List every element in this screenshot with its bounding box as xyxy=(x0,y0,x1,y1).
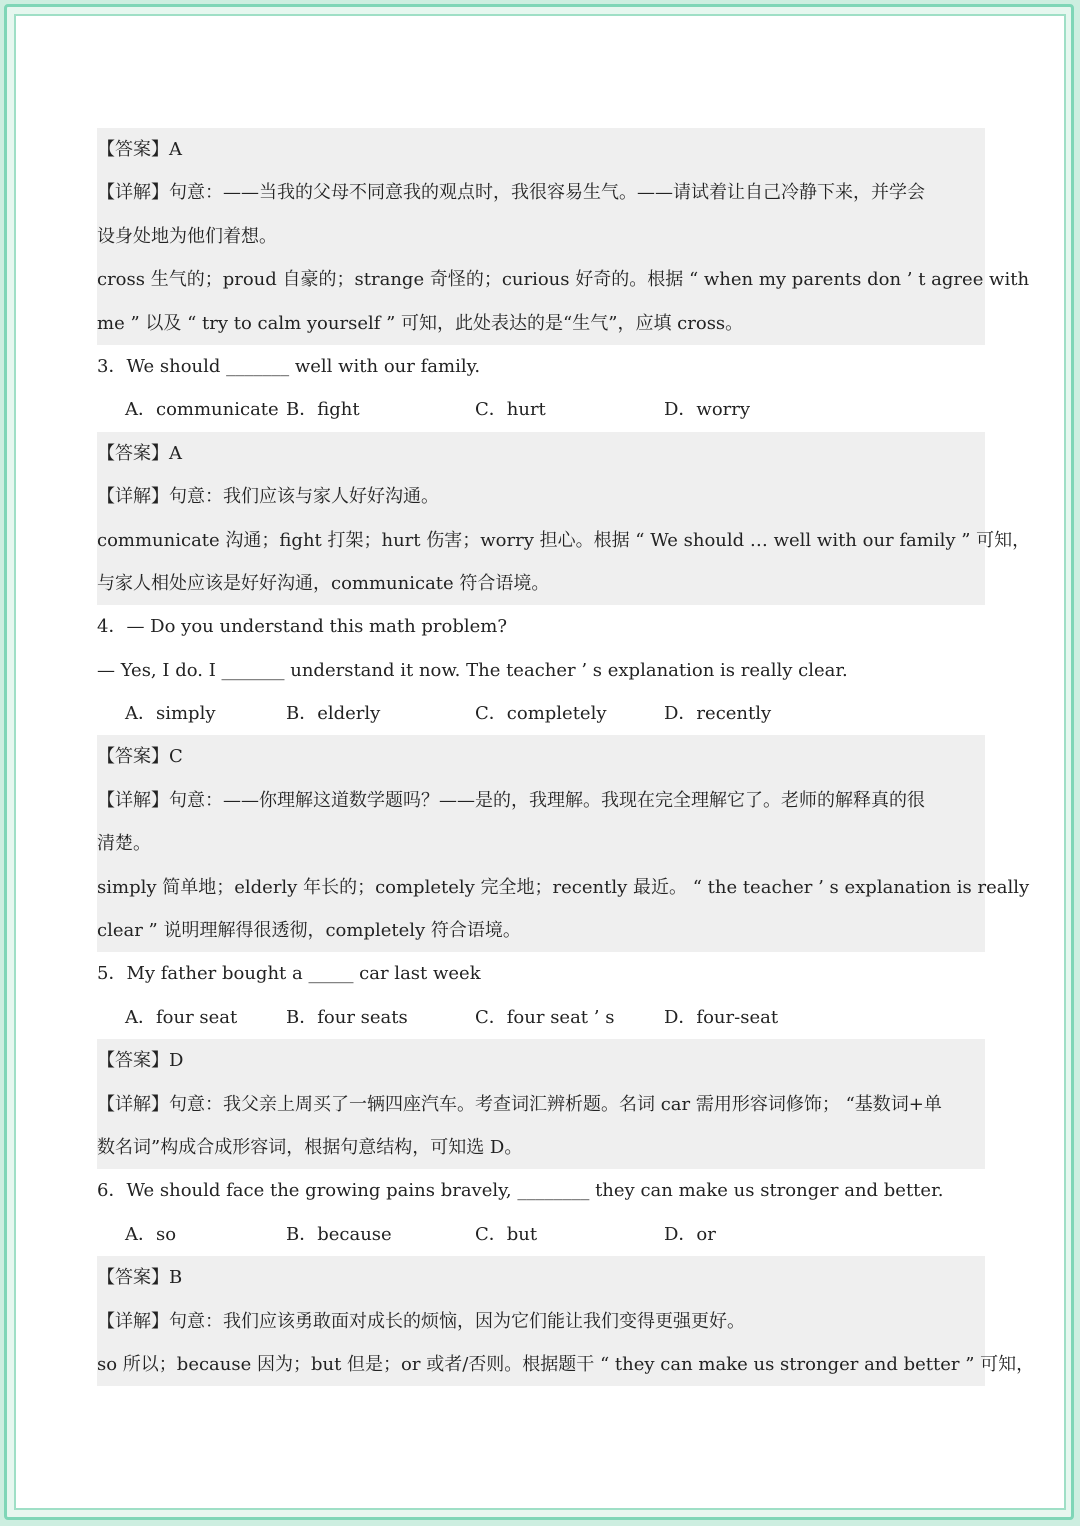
option-a: A．communicate xyxy=(125,399,279,421)
explanation-line: 设身处地为他们着想。 xyxy=(97,225,277,247)
answer-key-line: 【答案】A xyxy=(97,139,182,160)
option-d: D．recently xyxy=(664,703,772,725)
option-c: C．four seat ’ s xyxy=(475,1006,615,1028)
option-d: D．worry xyxy=(664,399,751,421)
explanation-line: 【详解】句意：我们应该与家人好好沟通。 xyxy=(97,486,439,508)
document-content xyxy=(97,128,1035,1386)
option-c: C．completely xyxy=(475,703,607,725)
question-block xyxy=(97,345,985,432)
answer-block xyxy=(97,128,1030,345)
question-block xyxy=(97,605,985,735)
explanation-line: 清楚。 xyxy=(97,833,151,855)
options-row xyxy=(97,692,985,735)
option-a: A．so xyxy=(125,1223,177,1245)
explanation-line: 与家人相处应该是好好沟通，communicate 符合语境。 xyxy=(97,572,550,594)
explanation-line: 【详解】句意：我父亲上周买了一辆四座汽车。考查词汇辨析题。名词 car 需用形容词修饰； “基数词+单 xyxy=(97,1093,942,1115)
question-stem: 6．We should face the growing pains bravely, ________ they can make us stronger and better. xyxy=(97,1180,944,1202)
explanation-line: clear ” 说明理解得很透彻，completely 符合语境。 xyxy=(97,920,521,942)
question-stem: 5．My father bought a _____ car last week xyxy=(97,963,481,985)
option-b: B．elderly xyxy=(286,703,381,725)
explanation-line: 【详解】句意：我们应该勇敢面对成长的烦恼，因为它们能让我们变得更强更好。 xyxy=(97,1310,745,1332)
explanation-line: so 所以；because 因为；but 但是；or 或者/否则。根据题干 “ they can make us stronger and better ” 可知， xyxy=(97,1353,1035,1375)
options-row xyxy=(97,388,985,431)
option-c: C．hurt xyxy=(475,399,546,421)
explanation-line: me ” 以及 “ try to calm yourself ” 可知，此处表达的是“生气”，应填 cross。 xyxy=(97,312,744,334)
option-c: C．but xyxy=(475,1223,538,1245)
answer-block xyxy=(97,1256,1035,1386)
question-stem: 4．— Do you understand this math problem? xyxy=(97,616,507,638)
answer-key-line: 【答案】D xyxy=(97,1050,184,1072)
explanation-line: cross 生气的；proud 自豪的；strange 奇怪的；curious 好奇的。根据 “ when my parents don ’ t agree with xyxy=(97,269,1030,291)
explanation-line: 【详解】句意：——你理解这道数学题吗？——是的，我理解。我现在完全理解它了。老师的解释真的很 xyxy=(97,789,925,811)
answer-key-line: 【答案】C xyxy=(97,746,183,768)
answer-block xyxy=(97,1039,985,1169)
option-a: A．four seat xyxy=(125,1006,238,1028)
explanation-line: simply 简单地；elderly 年长的；completely 完全地；recently 最近。 “ the teacher ’ s explanation is really xyxy=(97,876,1030,898)
options-row xyxy=(97,1213,985,1256)
answer-key-line: 【答案】A xyxy=(97,442,182,464)
option-b: B．fight xyxy=(286,399,360,421)
options-row xyxy=(97,996,985,1039)
option-b: B．because xyxy=(286,1223,392,1245)
option-d: D．four-seat xyxy=(664,1006,779,1028)
option-b: B．four seats xyxy=(286,1006,408,1028)
question-block xyxy=(97,1169,985,1256)
question-stem: 3．We should _______ well with our family. xyxy=(97,355,481,377)
answer-block xyxy=(97,735,1030,952)
explanation-line: 数名词”构成合成形容词，根据句意结构，可知选 D。 xyxy=(97,1136,523,1158)
question-block xyxy=(97,952,985,1039)
answer-key-line: 【答案】B xyxy=(97,1267,183,1289)
option-d: D．or xyxy=(664,1223,716,1245)
explanation-line: communicate 沟通；fight 打架；hurt 伤害；worry 担心。根据 “ We should … well with our family ” 可知， xyxy=(97,529,1031,551)
option-a: A．simply xyxy=(125,703,216,725)
explanation-line: 【详解】句意：——当我的父母不同意我的观点时，我很容易生气。——请试着让自己冷静下来，并学会 xyxy=(97,182,925,204)
answer-block xyxy=(97,432,1031,606)
question-stem: — Yes, I do. I _______ understand it now. The teacher ’ s explanation is really clear. xyxy=(97,659,848,681)
